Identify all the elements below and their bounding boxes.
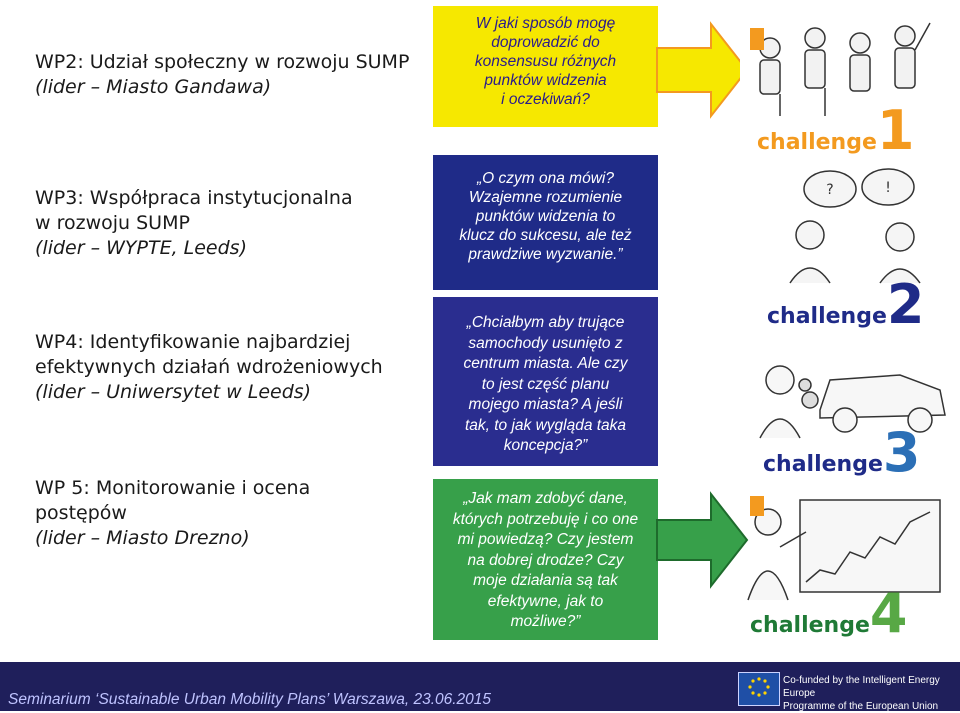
box4-line: na dobrej drodze? Czy [467, 551, 624, 569]
box3-line: samochody usunięto z [468, 334, 623, 352]
box4-line: moje działania są tak [473, 572, 618, 589]
box2-line: prawdziwe wyzwanie.” [468, 246, 623, 263]
wp2-leader: (lider – Miasto Gandawa) [35, 76, 272, 98]
box1-line: konsensusu różnych [474, 53, 617, 70]
wp4-title-line2: efektywnych działań wdrożeniowych [35, 356, 383, 378]
wp3-title-line1: WP3: Współpraca instytucjonalna [35, 187, 353, 209]
box1-line: W jaki sposób mogę [475, 15, 616, 32]
wp4-block [35, 330, 383, 405]
arrow-right-icon [655, 20, 750, 120]
challenge-4-label [750, 582, 908, 645]
wp2-block [35, 50, 409, 100]
eu-funding-note [783, 674, 960, 713]
box2-line: klucz do sukcesu, ale też [459, 227, 632, 244]
box3-line: „Chciałbym aby trujące [466, 314, 625, 331]
wp3-title-line2: w rozwoju SUMP [35, 212, 190, 234]
box4-line: których potrzebuję i co one [452, 510, 639, 528]
wp4-leader: (lider – Uniwersytet w Leeds) [35, 381, 312, 403]
box3-line: mojego miasta? A jeśli [468, 396, 623, 413]
box3-line: centrum miasta. Ale czy [463, 355, 628, 372]
arrow-right-icon [655, 490, 750, 590]
question-box-4 [433, 479, 658, 640]
chart-presenter-illustration [740, 492, 945, 602]
challenge-number: 1 [876, 99, 915, 162]
challenge-number: 3 [882, 421, 921, 484]
box3-line: to jest część planu [481, 375, 610, 393]
wp5-title-line2: postępów [35, 502, 127, 524]
challenge-word: challenge [763, 452, 883, 477]
eu-line-1: Co-funded by the Intelligent Energy Europe [783, 675, 940, 699]
box1-line: doprowadzić do [491, 34, 600, 51]
box2-line: Wzajemne rozumienie [468, 189, 623, 206]
wp3-block [35, 186, 353, 261]
svg-text:!: ! [885, 180, 891, 196]
challenge-word: challenge [750, 613, 870, 638]
challenge-number: 4 [869, 582, 908, 645]
question-box-2 [433, 155, 658, 290]
box2-line: punktów widzenia to [475, 208, 616, 225]
challenge-word: challenge [757, 130, 877, 155]
box1-line: punktów widzenia [484, 72, 607, 89]
challenge-number: 2 [886, 273, 925, 336]
eu-flag-icon [738, 672, 780, 706]
box1-line: i oczekiwań? [501, 91, 590, 108]
question-box-1 [433, 6, 658, 127]
wp4-title-line1: WP4: Identyfikowanie najbardziej [35, 331, 351, 353]
wp5-block [35, 476, 310, 551]
box4-line: efektywne, jak to [487, 592, 604, 610]
box3-line: koncepcja?” [503, 437, 588, 454]
svg-text:?: ? [826, 182, 834, 198]
conversation-illustration [770, 165, 950, 285]
wp3-leader: (lider – WYPTE, Leeds) [35, 237, 247, 259]
challenge-1-label [757, 99, 915, 162]
wp5-title-line1: WP 5: Monitorowanie i ocena [35, 477, 311, 499]
challenge-word: challenge [767, 304, 887, 329]
wp5-leader: (lider – Miasto Drezno) [35, 527, 250, 549]
challenge-2-label [767, 273, 925, 336]
box4-line: „Jak mam zdobyć dane, [463, 490, 628, 507]
box2-line: „O czym ona mówi? [477, 170, 614, 187]
box4-line: mi powiedzą? Czy jestem [457, 531, 634, 548]
challenge-3-label [763, 421, 921, 484]
footer-caption: Seminarium ‘Sustainable Urban Mobility Plans’ Warszawa, 23.06.2015 [8, 691, 492, 708]
wp2-title: WP2: Udział społeczny w rozwoju SUMP [35, 51, 410, 73]
eu-line-2: Programme of the European Union [783, 701, 939, 712]
box3-line: tak, to jak wygląda taka [464, 416, 627, 434]
box4-line: możliwe?” [510, 613, 581, 630]
question-box-3 [433, 297, 658, 466]
